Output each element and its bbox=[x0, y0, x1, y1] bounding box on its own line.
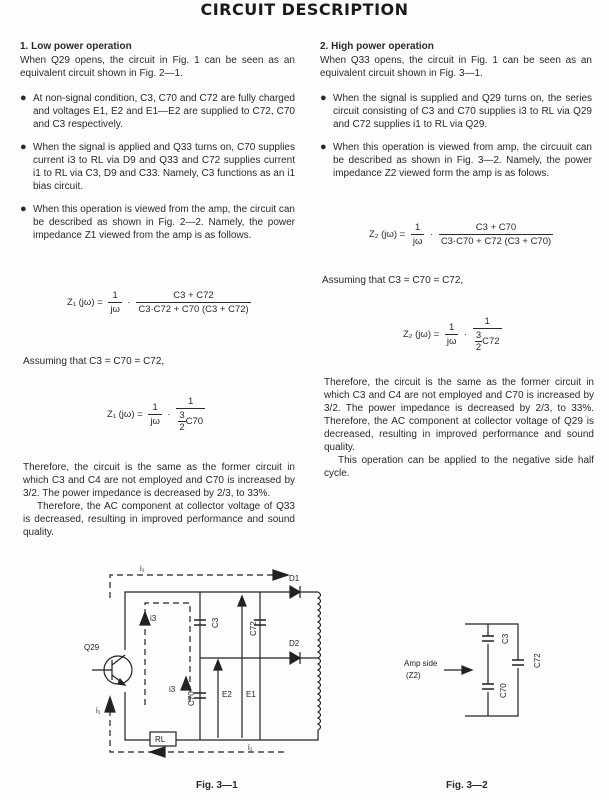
assumption-text: Assuming that C3 = C70 = C72, bbox=[322, 275, 464, 286]
label-c72: C72 bbox=[249, 621, 258, 636]
capacitor-c70-icon bbox=[482, 684, 494, 689]
capacitor-c3-icon bbox=[482, 636, 494, 641]
bullet-icon: ● bbox=[20, 203, 27, 215]
formula-z1-simplified: Z₁ (jω) = $\frac{1}{j\omega}$ · 1 $\frac{3}{2}$ C70 bbox=[107, 396, 204, 433]
label-i1-left: i₁ bbox=[96, 706, 101, 715]
label-q29: Q29 bbox=[84, 643, 100, 652]
label-i1-top: i₁ bbox=[140, 564, 145, 573]
label-e2: E2 bbox=[222, 690, 232, 699]
bullet-item: ● When the signal is supplied and Q29 turns on, the series circuit consisting of C3 and C70 supplies i3 to RL via Q29 and C72 supplies i1 to RL via Q29. bbox=[320, 92, 592, 130]
high-power-intro: When Q33 opens, the circuit in Fig. 1 can be seen as an equivalent circuit shown in Fig. 3—1. bbox=[320, 55, 592, 79]
label-d2: D2 bbox=[289, 639, 300, 648]
label-rl: RL bbox=[155, 735, 166, 744]
low-power-conclusion: Therefore, the circuit is the same as the former circuit in which C3 and C4 are not employed and C70 is increased by 3/2. The power impedance is decreased by 2/3, to 33%. Therefore, the AC component at collector voltage of Q33 is decreased, resulting in improved performance and sound quality. bbox=[23, 462, 295, 538]
section-heading-low-power: 1. Low power operation bbox=[20, 41, 132, 52]
label-c3: C3 bbox=[211, 617, 220, 628]
section-heading-high-power: 2. High power operation bbox=[320, 41, 434, 52]
bullet-icon: ● bbox=[320, 92, 327, 104]
label-c70: C70 bbox=[187, 691, 196, 706]
label-amp-side: Amp side bbox=[404, 659, 438, 668]
bullet-item: ● When this operation is viewed from the amp, the circuit can be described as shown in Fig. 2—2. Namely, the power impedance Z1 viewed from the amp is as follows. bbox=[20, 203, 295, 241]
fig-caption-3-1: Fig. 3—1 bbox=[196, 780, 238, 791]
capacitor-c72-icon bbox=[512, 660, 524, 665]
label-z2: (Z2) bbox=[406, 671, 421, 680]
label-e1: E1 bbox=[246, 690, 256, 699]
label-i1-bottom: i₁ bbox=[248, 743, 253, 752]
low-power-intro: When Q29 opens, the circuit in Fig. 1 can be seen as an equivalent circuit shown in Fig. 2—1. bbox=[20, 55, 295, 79]
bullet-icon: ● bbox=[20, 141, 27, 153]
high-power-conclusion: Therefore, the circuit is the same as the former circuit in which C3 and C4 are not employed and C70 is increased by 3/2. The power impedance is decreased by 2/3, to 33%. Therefore, the AC component at collector voltage of Q29 is decreased, resulting in improved performance and sound quality. This operation can be applied to the negative side half cycle. bbox=[324, 377, 594, 479]
fig-caption-3-2: Fig. 3—2 bbox=[446, 780, 488, 791]
formula-z2-simplified: Z₂ (jω) = $\frac{1}{j\omega}$ · 1 $\frac{3}{2}$ C72 bbox=[403, 316, 500, 353]
bullet-icon: ● bbox=[20, 92, 27, 104]
bullet-icon: ● bbox=[320, 141, 327, 153]
label-d1: D1 bbox=[289, 574, 300, 583]
bullet-item: ● At non-signal condition, C3, C70 and C72 are fully charged and voltages E1, E2 and E1—E2 are supplied to C72, C70 and C3 respectively. bbox=[20, 92, 295, 130]
assumption-text: Assuming that C3 = C70 = C72, bbox=[23, 356, 165, 367]
bullet-item: ● When the signal is applied and Q33 turns on, C70 supplies current i3 to RL via D9 and Q33 and C72 supplies current i1 to RL via C3, D9 and C33. Namely, C3 functions as an i1 bias circuit. bbox=[20, 141, 295, 192]
formula-z2-general: Z₂ (jω) = $\frac{1}{j\omega}$ · $\frac{C3 + C70}{C3\cdot C70 + C72 (C3 + C70)}$ bbox=[369, 222, 552, 247]
label-c70: C70 bbox=[499, 683, 508, 698]
bullet-item: ● When this operation is viewed from amp, the circuuit can be described as shown in Fig. 3—2. Namely, the power impedance Z2 viewed form the amp is as folows. bbox=[320, 141, 592, 179]
formula-z1-general: Z₁ (jω) = $\frac{1}{j\omega}$ · $\frac{C3 + C72}{C3\cdot C72 + C70 (C3 + C72)}$ bbox=[67, 290, 249, 315]
arrow-icon bbox=[462, 666, 472, 674]
page-title: CIRCUIT DESCRIPTION bbox=[200, 0, 409, 19]
label-c3: C3 bbox=[501, 633, 510, 644]
label-i3: i3 bbox=[150, 614, 157, 623]
label-i3b: i3 bbox=[169, 685, 176, 694]
label-c72: C72 bbox=[533, 653, 542, 668]
